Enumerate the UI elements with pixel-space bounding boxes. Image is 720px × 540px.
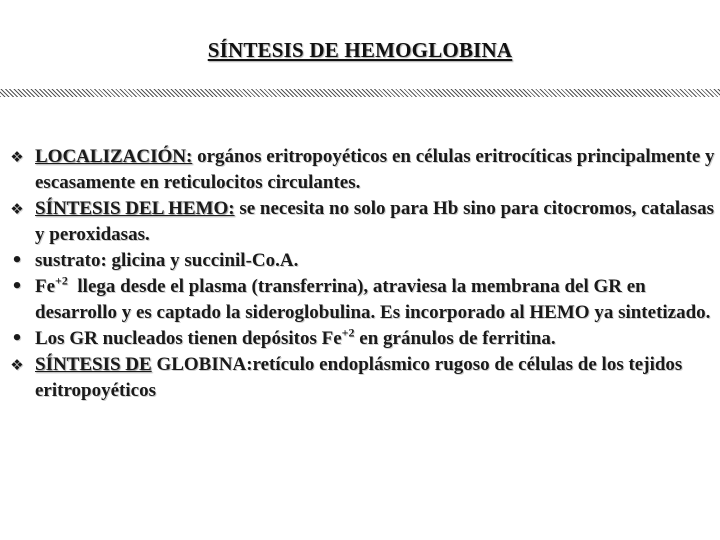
item-text: en gránulos de ferritina.	[354, 328, 556, 349]
superscript: +2	[55, 273, 68, 288]
dot-bullet-icon: •	[11, 276, 23, 297]
item-text: orgános eritropoyéticos en células eritrocíticas principalmente y escasamente en reticulocitos circulantes.	[35, 146, 715, 193]
dot-bullet-icon: •	[11, 328, 23, 349]
bullet-list	[0, 144, 720, 404]
list-item	[0, 144, 720, 196]
list-item	[0, 352, 720, 404]
item-label: LOCALIZACIÓN:	[35, 146, 193, 167]
item-text: GLOBINA:retículo endoplásmico rugoso de células de los tejidos eritropoyéticos	[35, 354, 683, 401]
item-text-prefix: Los GR nucleados tienen depósitos Fe	[35, 328, 342, 349]
superscript: +2	[341, 325, 355, 340]
item-text-prefix: Fe	[35, 276, 56, 297]
diamond-bullet-icon: ❖	[10, 148, 24, 166]
item-label: SÍNTESIS DEL HEMO:	[35, 198, 235, 219]
list-item	[0, 248, 720, 274]
list-item	[0, 326, 720, 352]
divider	[0, 89, 720, 97]
list-item	[0, 274, 720, 326]
diamond-bullet-icon: ❖	[10, 200, 24, 218]
dot-bullet-icon: •	[11, 250, 23, 271]
item-text: sustrato: glicina y succinil-Co.A.	[35, 250, 299, 271]
list-item	[0, 196, 720, 248]
item-text: llega desde el plasma (transferrina), atraviesa la membrana del GR en desarrollo y es captado la sideroglobulina. Es incorporado al HEMO ya sintetizado.	[35, 276, 711, 323]
diamond-bullet-icon: ❖	[10, 356, 24, 374]
page-title: SÍNTESIS DE HEMOGLOBINA	[207, 38, 513, 62]
item-text: se necesita no solo para Hb sino para citocromos, catalasas y peroxidasas.	[35, 198, 714, 245]
item-label: SÍNTESIS DE	[35, 354, 152, 375]
